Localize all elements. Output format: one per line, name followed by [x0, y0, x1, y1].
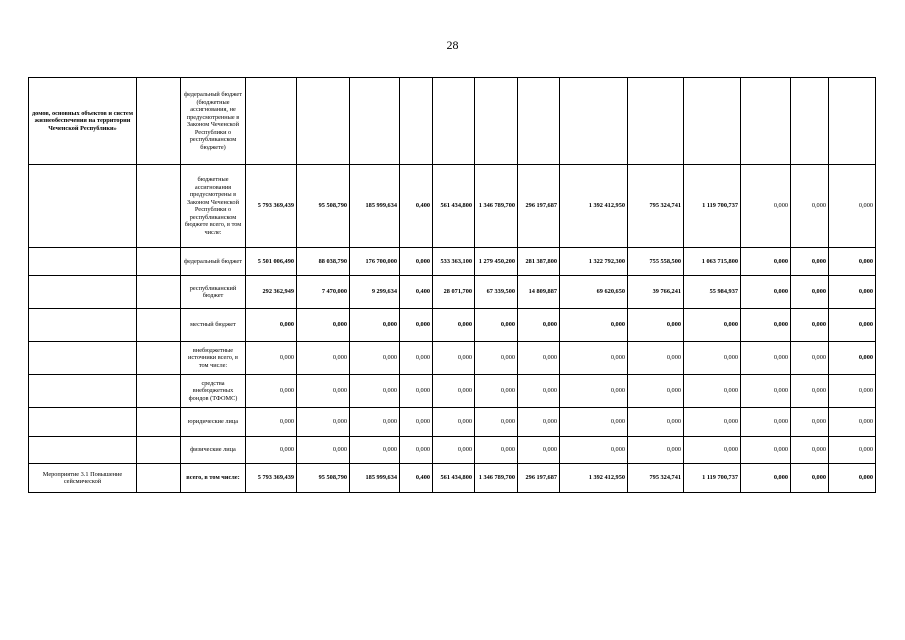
value-cell: 0,000 — [246, 375, 297, 408]
value-cell — [829, 78, 876, 165]
empty-cell — [137, 78, 181, 165]
value-cell: 0,000 — [684, 408, 741, 437]
value-cell: 1 119 700,737 — [684, 165, 741, 248]
empty-cell — [29, 309, 137, 342]
empty-cell — [137, 375, 181, 408]
value-cell: 0,000 — [684, 309, 741, 342]
value-cell: 0,000 — [475, 375, 518, 408]
value-cell: 0,000 — [518, 342, 560, 375]
value-cell: 0,000 — [433, 408, 475, 437]
value-cell: 0,000 — [741, 276, 791, 309]
funding-source-cell: внебюджетные источники всего, в том числе: — [181, 342, 246, 375]
value-cell: 0,000 — [350, 375, 400, 408]
value-cell: 185 999,634 — [350, 464, 400, 493]
value-cell: 0,000 — [350, 437, 400, 464]
value-cell: 0,000 — [684, 342, 741, 375]
empty-cell — [29, 342, 137, 375]
value-cell: 0,000 — [829, 342, 876, 375]
value-cell: 281 387,800 — [518, 248, 560, 276]
value-cell: 1 119 700,737 — [684, 464, 741, 493]
value-cell — [741, 78, 791, 165]
value-cell: 0,000 — [791, 408, 829, 437]
value-cell: 1 392 412,950 — [560, 464, 628, 493]
value-cell: 0,000 — [433, 375, 475, 408]
funding-source-cell: всего, в том числе: — [181, 464, 246, 493]
value-cell: 0,000 — [829, 309, 876, 342]
value-cell: 0,000 — [560, 437, 628, 464]
value-cell: 296 197,687 — [518, 165, 560, 248]
value-cell: 0,000 — [791, 276, 829, 309]
value-cell: 0,000 — [829, 276, 876, 309]
value-cell: 795 324,741 — [628, 464, 684, 493]
value-cell — [560, 78, 628, 165]
value-cell: 0,000 — [475, 408, 518, 437]
empty-cell — [29, 165, 137, 248]
value-cell: 0,000 — [350, 408, 400, 437]
program-name-cell: домов, основных объектов и систем жизнеобеспечения на территории Чеченской Республики» — [29, 78, 137, 165]
empty-cell — [137, 248, 181, 276]
funding-source-cell: физические лица — [181, 437, 246, 464]
value-cell: 0,000 — [829, 375, 876, 408]
value-cell: 755 558,500 — [628, 248, 684, 276]
value-cell: 5 501 006,490 — [246, 248, 297, 276]
value-cell: 0,000 — [741, 248, 791, 276]
value-cell: 561 434,800 — [433, 165, 475, 248]
value-cell: 95 508,790 — [297, 464, 350, 493]
funding-source-cell: федеральный бюджет — [181, 248, 246, 276]
table-row — [29, 309, 876, 342]
empty-cell — [137, 464, 181, 493]
empty-cell — [29, 437, 137, 464]
value-cell: 1 346 789,700 — [475, 464, 518, 493]
value-cell: 0,000 — [297, 375, 350, 408]
value-cell: 0,000 — [246, 437, 297, 464]
value-cell: 533 363,100 — [433, 248, 475, 276]
value-cell: 0,000 — [400, 309, 433, 342]
table-row — [29, 375, 876, 408]
value-cell: 0,000 — [741, 464, 791, 493]
value-cell: 0,000 — [400, 248, 433, 276]
value-cell: 0,000 — [475, 342, 518, 375]
value-cell: 0,000 — [829, 464, 876, 493]
value-cell: 0,000 — [518, 309, 560, 342]
empty-cell — [29, 248, 137, 276]
value-cell: 0,000 — [741, 437, 791, 464]
value-cell: 1 392 412,950 — [560, 165, 628, 248]
value-cell: 0,000 — [475, 309, 518, 342]
value-cell: 0,000 — [433, 342, 475, 375]
value-cell: 39 766,241 — [628, 276, 684, 309]
value-cell: 0,000 — [297, 437, 350, 464]
table-row — [29, 464, 876, 493]
value-cell: 0,400 — [400, 464, 433, 493]
funding-source-cell: средства внебюджетных фондов (ТФОМС) — [181, 375, 246, 408]
empty-cell — [137, 342, 181, 375]
value-cell: 0,000 — [297, 408, 350, 437]
value-cell: 0,000 — [560, 408, 628, 437]
value-cell: 0,000 — [741, 408, 791, 437]
value-cell — [400, 78, 433, 165]
value-cell: 0,000 — [628, 342, 684, 375]
value-cell: 95 508,790 — [297, 165, 350, 248]
value-cell: 296 197,687 — [518, 464, 560, 493]
value-cell — [684, 78, 741, 165]
value-cell: 0,000 — [246, 342, 297, 375]
value-cell: 0,000 — [829, 165, 876, 248]
value-cell: 0,000 — [791, 375, 829, 408]
table-row — [29, 408, 876, 437]
value-cell: 0,000 — [518, 437, 560, 464]
value-cell: 0,000 — [628, 408, 684, 437]
value-cell: 0,000 — [791, 437, 829, 464]
value-cell: 1 322 792,300 — [560, 248, 628, 276]
value-cell: 0,000 — [628, 309, 684, 342]
value-cell: 0,000 — [791, 309, 829, 342]
value-cell: 0,000 — [400, 342, 433, 375]
value-cell: 0,000 — [246, 309, 297, 342]
value-cell: 0,000 — [684, 437, 741, 464]
value-cell: 0,000 — [791, 248, 829, 276]
empty-cell — [137, 309, 181, 342]
value-cell: 55 984,937 — [684, 276, 741, 309]
empty-cell — [29, 375, 137, 408]
value-cell: 0,000 — [741, 165, 791, 248]
value-cell: 69 620,650 — [560, 276, 628, 309]
empty-cell — [29, 276, 137, 309]
value-cell: 0,000 — [400, 408, 433, 437]
table-row — [29, 276, 876, 309]
value-cell: 185 999,634 — [350, 165, 400, 248]
funding-source-cell: юридические лица — [181, 408, 246, 437]
value-cell: 0,000 — [297, 309, 350, 342]
value-cell: 0,000 — [829, 437, 876, 464]
value-cell: 67 339,500 — [475, 276, 518, 309]
budget-table — [28, 77, 876, 493]
value-cell: 0,000 — [518, 408, 560, 437]
value-cell — [475, 78, 518, 165]
table-row — [29, 78, 876, 165]
value-cell: 0,000 — [741, 342, 791, 375]
value-cell — [350, 78, 400, 165]
value-cell: 0,400 — [400, 165, 433, 248]
empty-cell — [29, 408, 137, 437]
value-cell: 1 346 789,700 — [475, 165, 518, 248]
value-cell: 0,000 — [741, 309, 791, 342]
value-cell: 0,000 — [475, 437, 518, 464]
value-cell: 0,000 — [791, 342, 829, 375]
value-cell: 7 470,000 — [297, 276, 350, 309]
value-cell — [518, 78, 560, 165]
value-cell: 0,000 — [433, 437, 475, 464]
value-cell: 5 793 369,439 — [246, 165, 297, 248]
value-cell: 0,000 — [560, 375, 628, 408]
table-body — [29, 78, 876, 493]
funding-source-cell: республиканский бюджет — [181, 276, 246, 309]
funding-source-cell: местный бюджет — [181, 309, 246, 342]
value-cell: 561 434,800 — [433, 464, 475, 493]
value-cell: 0,000 — [829, 248, 876, 276]
empty-cell — [137, 408, 181, 437]
value-cell: 0,000 — [350, 309, 400, 342]
value-cell: 1 279 450,200 — [475, 248, 518, 276]
event-name-cell: Мероприятие 3.1 Повышение сейсмической — [29, 464, 137, 493]
value-cell: 0,000 — [433, 309, 475, 342]
value-cell: 0,000 — [628, 375, 684, 408]
value-cell: 9 299,634 — [350, 276, 400, 309]
value-cell: 0,000 — [791, 464, 829, 493]
value-cell: 292 362,949 — [246, 276, 297, 309]
value-cell: 0,000 — [684, 375, 741, 408]
funding-source-cell: федеральный бюджет (бюджетные ассигнования, не предусмотренные в Законом Чеченской Республики о республиканском бюджете) — [181, 78, 246, 165]
value-cell: 28 071,700 — [433, 276, 475, 309]
value-cell: 0,000 — [791, 165, 829, 248]
value-cell — [433, 78, 475, 165]
value-cell: 0,000 — [297, 342, 350, 375]
value-cell — [791, 78, 829, 165]
value-cell: 795 324,741 — [628, 165, 684, 248]
value-cell: 0,000 — [628, 437, 684, 464]
value-cell: 176 700,000 — [350, 248, 400, 276]
table-row — [29, 248, 876, 276]
value-cell: 0,000 — [560, 342, 628, 375]
value-cell: 0,400 — [400, 276, 433, 309]
value-cell: 0,000 — [560, 309, 628, 342]
empty-cell — [137, 437, 181, 464]
value-cell: 5 793 369,439 — [246, 464, 297, 493]
table-row — [29, 342, 876, 375]
page-number: 28 — [446, 38, 459, 52]
value-cell: 88 038,790 — [297, 248, 350, 276]
value-cell: 0,000 — [246, 408, 297, 437]
value-cell — [297, 78, 350, 165]
table-row — [29, 437, 876, 464]
value-cell: 0,000 — [741, 375, 791, 408]
value-cell: 0,000 — [400, 375, 433, 408]
value-cell: 0,000 — [350, 342, 400, 375]
value-cell: 1 063 715,800 — [684, 248, 741, 276]
value-cell — [628, 78, 684, 165]
value-cell: 14 809,887 — [518, 276, 560, 309]
empty-cell — [137, 276, 181, 309]
value-cell: 0,000 — [518, 375, 560, 408]
value-cell — [246, 78, 297, 165]
table-row — [29, 165, 876, 248]
value-cell: 0,000 — [829, 408, 876, 437]
funding-source-cell: бюджетные ассигнования предусмотрены в Законом Чеченской Республики о республиканском бюджете всего, в том числе: — [181, 165, 246, 248]
empty-cell — [137, 165, 181, 248]
value-cell: 0,000 — [400, 437, 433, 464]
